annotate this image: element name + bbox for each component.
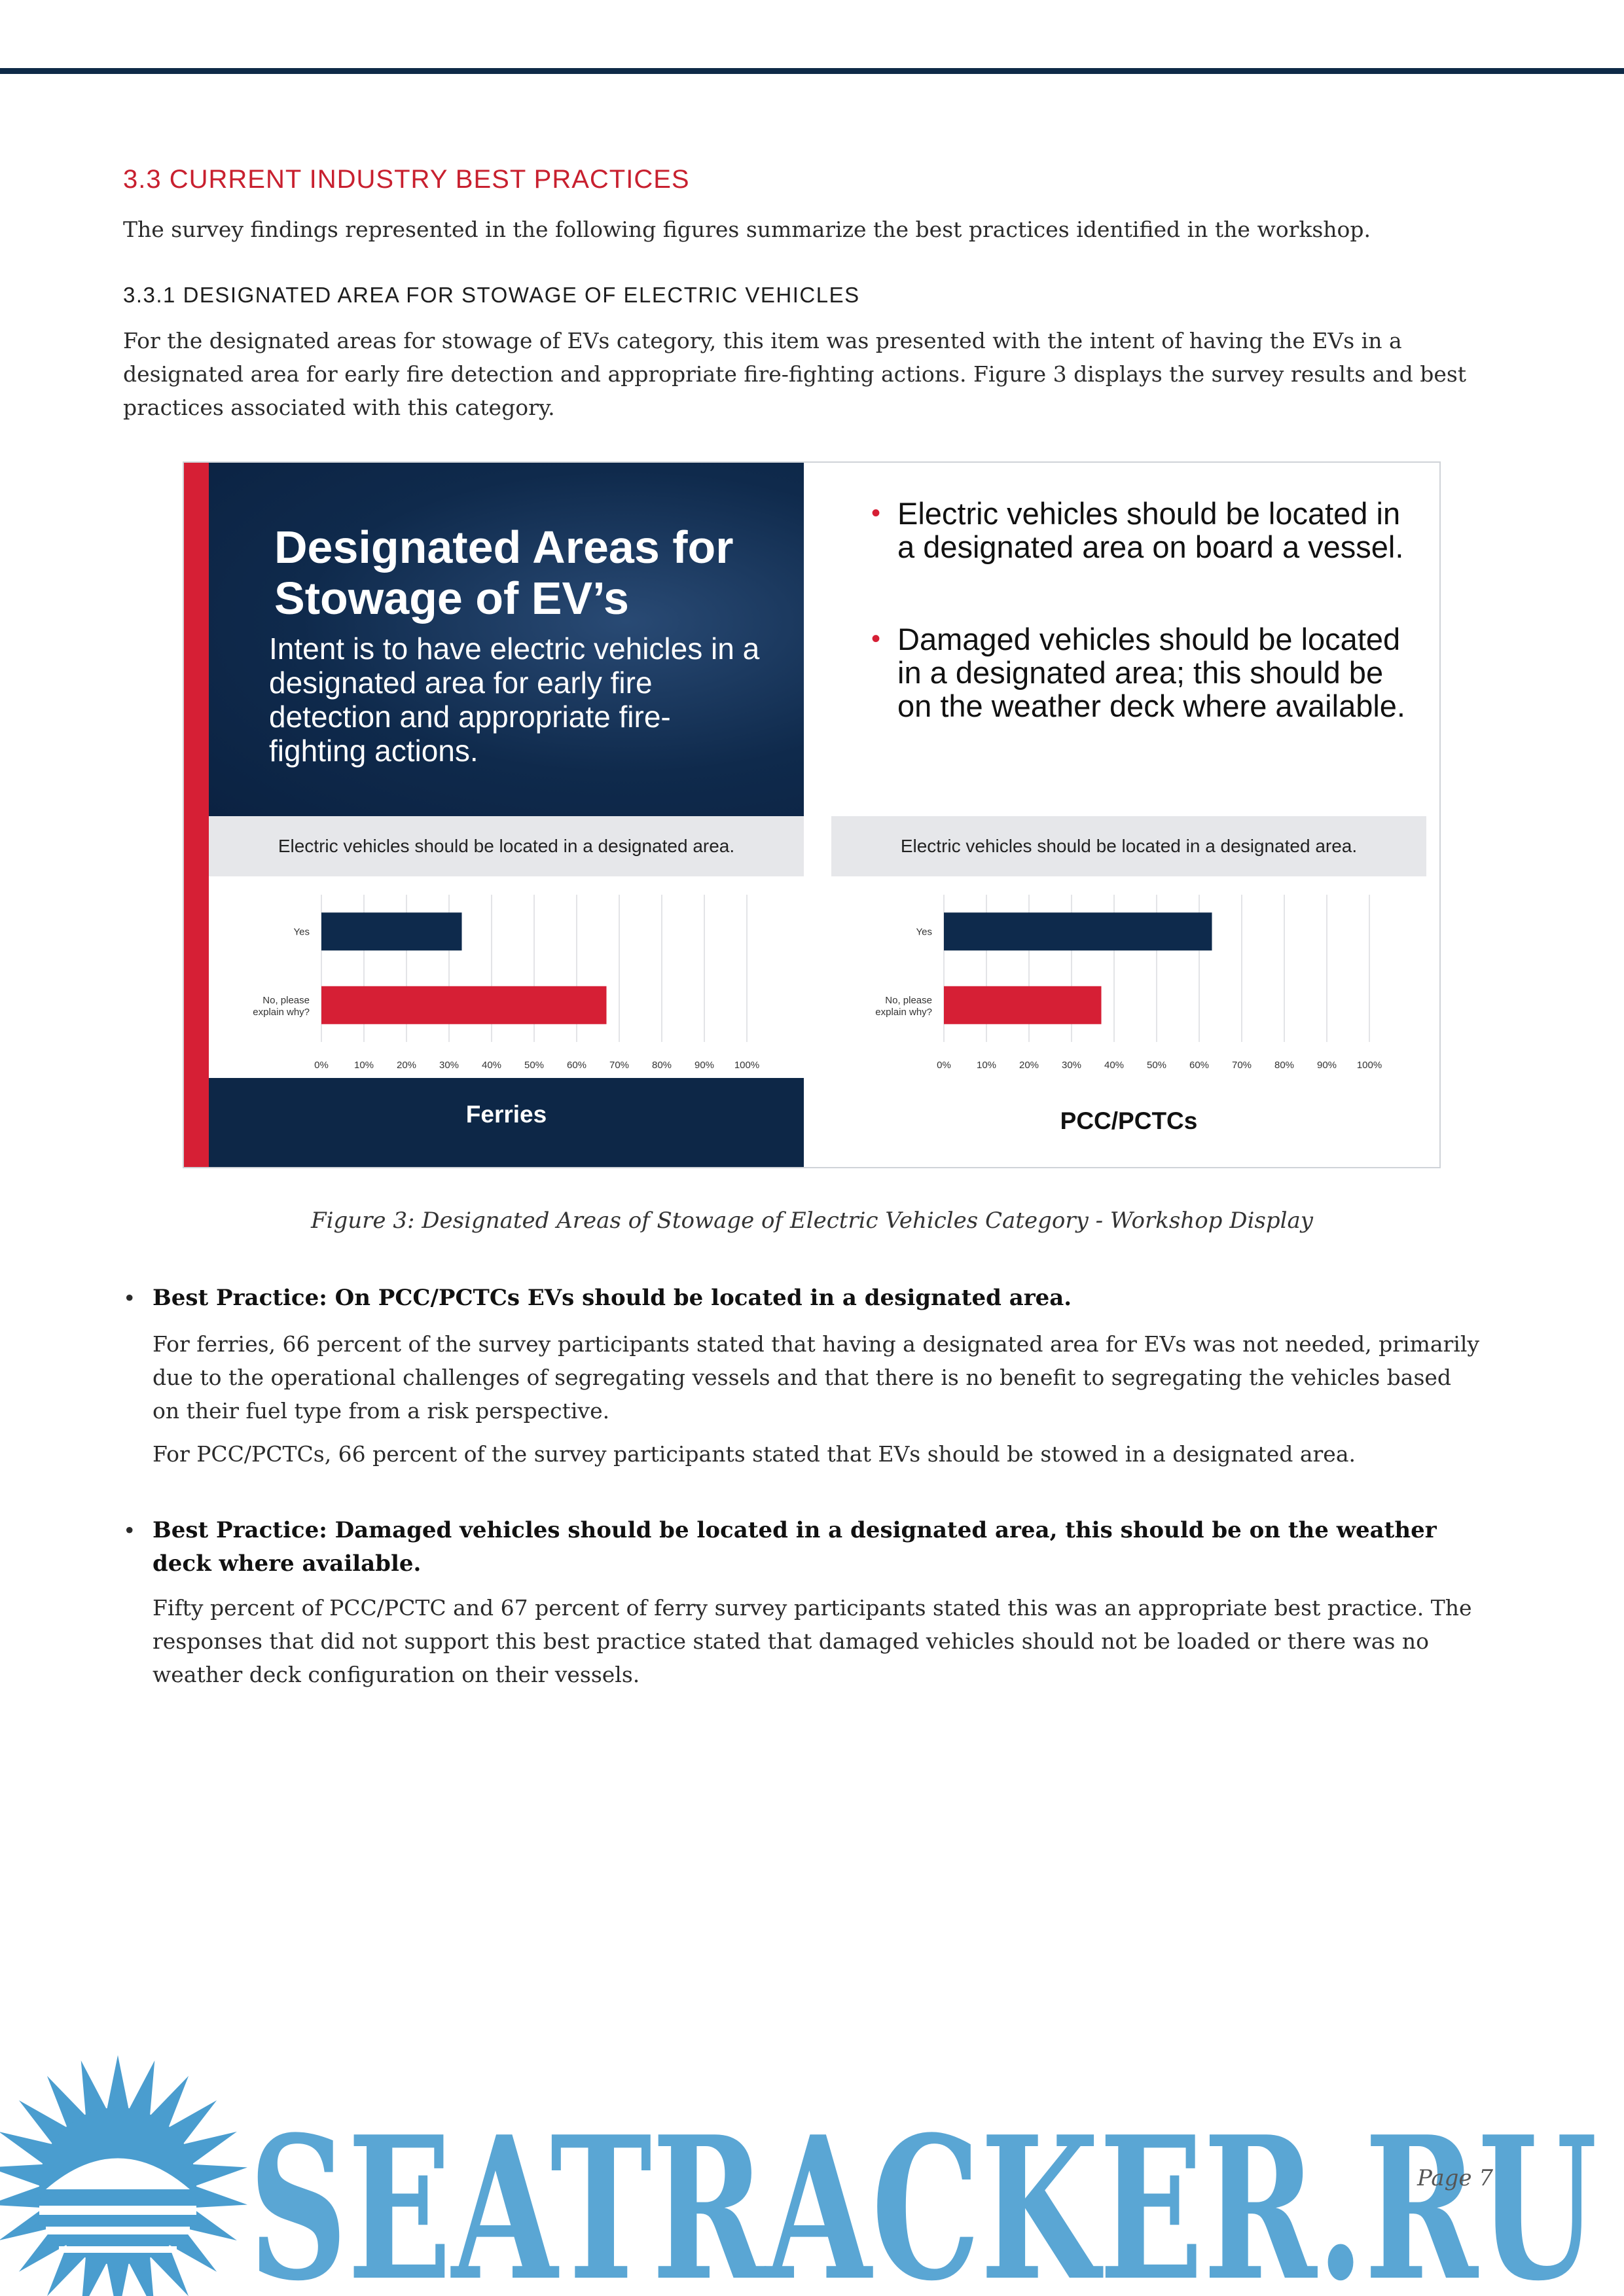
- section-heading: 3.3 CURRENT INDUSTRY BEST PRACTICES: [123, 165, 690, 194]
- best-practice-item: [123, 1282, 1485, 1478]
- panel-subtitle: Intent is to have electric vehicles in a designated area for early fire detection and appropriate fire-fighting actions.: [269, 632, 760, 768]
- section-intro: The survey findings represented in the following figures summarize the best practices identified in the workshop.: [123, 217, 1371, 242]
- watermark-text: SEATRACKER.RU: [249, 2093, 1597, 2296]
- bar: [321, 912, 462, 950]
- pcc-bar-chart: [831, 882, 1426, 1078]
- x-tick-label: 90%: [1316, 1060, 1337, 1071]
- x-tick-label: 30%: [439, 1060, 460, 1071]
- figure-bullet: [871, 622, 1408, 723]
- x-tick-label: 30%: [1061, 1060, 1082, 1071]
- title-panel: [209, 463, 804, 816]
- bar: [944, 912, 1212, 950]
- bar: [321, 986, 607, 1024]
- x-tick-label: 90%: [694, 1060, 715, 1071]
- x-tick-label: 80%: [651, 1060, 672, 1071]
- category-label: Yes: [916, 926, 932, 938]
- figure-bullet: [871, 497, 1408, 564]
- x-tick-label: 0%: [937, 1060, 951, 1071]
- chart-question-pcc: Electric vehicles should be located in a designated area.: [831, 816, 1426, 876]
- bar: [944, 986, 1102, 1024]
- best-practice-title: Best Practice: Damaged vehicles should be located in a designated area, this should be on the weather deck where available.: [153, 1517, 1437, 1577]
- best-practice-paragraph: For PCC/PCTCs, 66 percent of the survey participants stated that EVs should be stowed in a designated area.: [153, 1441, 1356, 1467]
- bullet-dot-icon: •: [871, 624, 881, 653]
- sun-logo-icon: [0, 2055, 247, 2296]
- x-tick-label: 10%: [976, 1060, 997, 1071]
- accent-strip: [184, 463, 209, 1167]
- best-practice-paragraph: For ferries, 66 percent of the survey participants stated that having a designated area for EVs was not needed, primarily due to the operational challenges of segregating vessels and that there is no benefit to segregating the vehicles based on their fuel type from a risk perspective.: [153, 1331, 1480, 1424]
- best-practice-paragraph: Fifty percent of PCC/PCTC and 67 percent of ferry survey participants stated this was an appropriate best practice. The responses that did not support this best practice stated that damaged vehicles should not be loaded or there was no weather deck configuration on their vessels.: [153, 1595, 1472, 1687]
- subsection-body: For the designated areas for stowage of EVs category, this item was presented with the intent of having the EVs in a designated area for early fire detection and appropriate fire-fighting actions. Figure 3 displays the survey results and best practices associated with this category.: [123, 328, 1467, 420]
- x-tick-label: 60%: [1189, 1060, 1210, 1071]
- x-tick-label: 100%: [734, 1060, 760, 1071]
- x-tick-label: 40%: [1104, 1060, 1125, 1071]
- category-label: explain why?: [875, 1006, 932, 1018]
- category-label: explain why?: [253, 1006, 310, 1018]
- figure-bullet-text: Damaged vehicles should be located in a designated area; this should be on the weather deck where available.: [897, 622, 1405, 723]
- best-practice-title: Best Practice: On PCC/PCTCs EVs should be located in a designated area.: [153, 1285, 1072, 1311]
- bullet-dot-icon: •: [871, 499, 881, 528]
- ferries-bar-chart: [209, 882, 804, 1078]
- x-tick-label: 20%: [396, 1060, 417, 1071]
- x-tick-label: 0%: [314, 1060, 329, 1071]
- x-tick-label: 70%: [609, 1060, 630, 1071]
- chart-question-ferries: Electric vehicles should be located in a designated area.: [209, 816, 804, 876]
- best-practice-bullets: [871, 497, 1408, 781]
- category-label: No, please: [885, 994, 932, 1006]
- header-rule: [0, 68, 1624, 74]
- x-tick-label: 80%: [1274, 1060, 1295, 1071]
- list-bullet-icon: •: [123, 1518, 136, 1543]
- category-label: No, please: [262, 994, 310, 1006]
- x-tick-label: 50%: [1146, 1060, 1167, 1071]
- list-bullet-icon: •: [123, 1285, 136, 1311]
- panel-title: Designated Areas for Stowage of EV’s: [274, 522, 734, 624]
- x-tick-label: 40%: [481, 1060, 502, 1071]
- workshop-display-figure: [183, 461, 1441, 1168]
- pcc-label: PCC/PCTCs: [1060, 1107, 1198, 1134]
- figure-caption: Figure 3: Designated Areas of Stowage of Electric Vehicles Category - Workshop Display: [311, 1208, 1313, 1234]
- subsection-heading: 3.3.1 DESIGNATED AREA FOR STOWAGE OF ELECTRIC VEHICLES: [123, 283, 860, 307]
- seatracker-watermark: [0, 2055, 1624, 2296]
- x-tick-label: 10%: [353, 1060, 374, 1071]
- x-tick-label: 20%: [1019, 1060, 1039, 1071]
- category-label: Yes: [293, 926, 310, 938]
- page-number: Page 7: [1417, 2165, 1493, 2191]
- x-tick-label: 100%: [1356, 1060, 1382, 1071]
- figure-bullet-text: Electric vehicles should be located in a designated area on board a vessel.: [897, 496, 1404, 564]
- x-tick-label: 60%: [566, 1060, 587, 1071]
- x-tick-label: 50%: [524, 1060, 545, 1071]
- ferries-label: Ferries: [465, 1101, 547, 1128]
- x-tick-label: 70%: [1231, 1060, 1252, 1071]
- best-practice-item: [123, 1514, 1485, 1697]
